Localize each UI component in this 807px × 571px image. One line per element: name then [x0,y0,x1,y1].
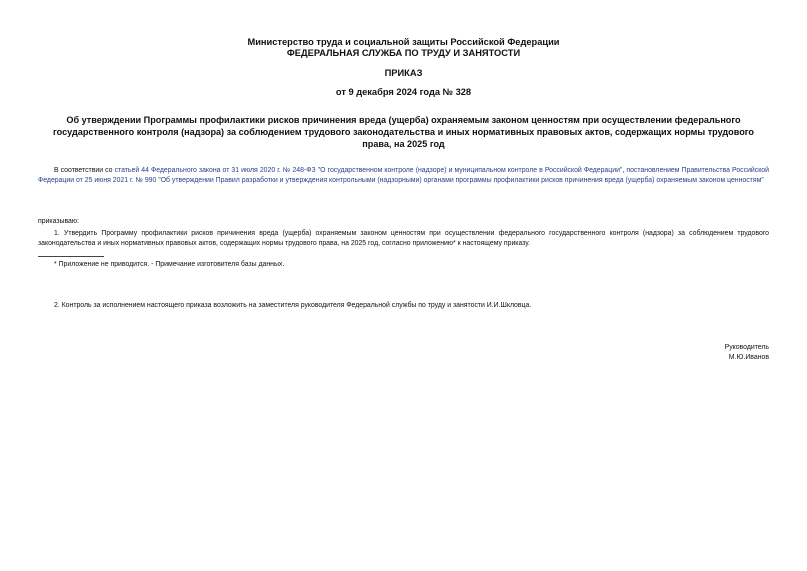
order-item-2: 2. Контроль за исполнением настоящего приказа возложить на заместителя руководителя Федеральной службы по труду и занятости И.И.Шкловца. [54,302,532,309]
law-reference-link[interactable]: статьей 44 Федерального закона от 31 июля 2020 г. № 248-ФЗ "О государственном контроле (надзоре) и муниципальном контроле в Российской Федерации" [114,167,623,174]
resolution-reference-link[interactable]: постановлением Правительства Российской Федерации от 25 июня 2021 г. № 990 "Об утверждении Правил разработки и утверждения контрольными (надзорными) органами программы профилактики рисков причинения вреда (ущерба) охраняемым законом ценностям" [38,167,769,184]
service-name: ФЕДЕРАЛЬНАЯ СЛУЖБА ПО ТРУДУ И ЗАНЯТОСТИ [286,48,521,58]
signer-name: М.Ю.Иванов [728,354,769,361]
preamble-separator: , [622,167,627,174]
ministry-name: Министерство труда и социальной защиты Российской Федерации [247,37,560,47]
order-item-1: 1. Утвердить Программу профилактики рисков причинения вреда (ущерба) охраняемым законом ценностям при осуществлении федерального государственного контроля (надзора) за соблюдением трудового законодательства и иных нормативных правовых актов, содержащих нормы трудового права, на 2025 год, согласно приложению* к настоящему приказу. [38,230,769,247]
footnote: * Приложение не приводится. - Примечание изготовителя базы данных. [54,261,285,268]
order-word: приказываю: [38,218,79,225]
footnote-divider [38,256,104,257]
preamble-prefix: В соответствии со [54,167,115,174]
signer-position: Руководитель [724,344,769,351]
document-title: Об утверждении Программы профилактики рисков причинения вреда (ущерба) охраняемым законом ценностям при осуществлении федерального государственного контроля (надзора) за соблюдением трудового законодательства и иных нормативных правовых актов, содержащих нормы трудового права, на 2025 год [53,115,754,149]
preamble-paragraph [38,166,769,186]
document-date-number: от 9 декабря 2024 года № 328 [335,87,472,97]
document-type: ПРИКАЗ [384,68,423,78]
